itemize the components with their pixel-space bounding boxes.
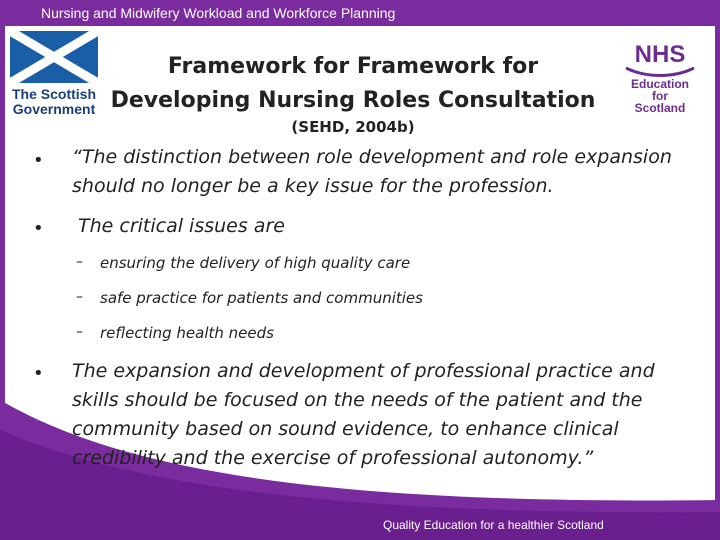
- sub-bullet-1-text: ensuring the delivery of high quality care: [100, 254, 411, 272]
- slide-subtitle: (SEHD, 2004b): [291, 118, 415, 136]
- svg-text:Government: Government: [12, 101, 96, 117]
- svg-text:NHS: NHS: [634, 41, 686, 68]
- footer-tagline: Quality Education for a healthier Scotland: [383, 518, 604, 532]
- sub-bullet-marker: –: [76, 289, 83, 305]
- top-banner-text: Nursing and Midwifery Workload and Workforce Planning: [41, 5, 396, 21]
- svg-text:Scotland: Scotland: [634, 101, 686, 115]
- bullet-marker: •: [33, 218, 44, 239]
- slide-title: Framework for Framework for Developing Nursing Roles Consultation: [110, 54, 596, 113]
- sub-bullet-marker: –: [76, 254, 83, 270]
- bullet-marker: •: [33, 150, 44, 171]
- bullet-3-text: The expansion and development of professional practice and skills should be focused on the needs of the patient and the community based on sound evidence, to enhance clinical credibility and the exercise of professional autonomy.”: [72, 360, 655, 469]
- bullet-2-text: The critical issues are: [78, 215, 285, 237]
- bullet-marker: •: [33, 363, 44, 384]
- sub-bullet-3-text: reflecting health needs: [100, 324, 274, 342]
- svg-text:for: for: [652, 89, 668, 103]
- svg-text:The Scottish: The Scottish: [11, 86, 97, 102]
- bullet-1-text: “The distinction between role development and role expansion should no longer be a key issue for the profession.: [72, 146, 672, 197]
- svg-text:Education: Education: [630, 77, 690, 91]
- sub-bullet-2-text: safe practice for patients and communities: [100, 289, 423, 307]
- sub-bullet-marker: –: [76, 324, 83, 340]
